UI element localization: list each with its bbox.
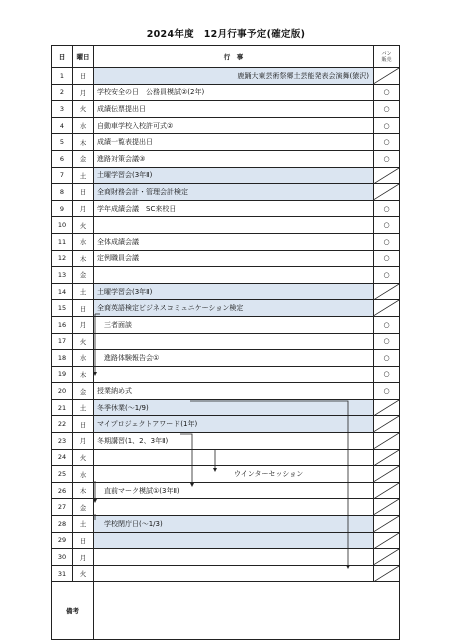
event-cell: 自動車学校入校許可式② — [94, 117, 374, 134]
event-cell: 成績伝票提出日 — [94, 101, 374, 118]
event-cell: 土曜学習会(3年Ⅱ) — [94, 283, 374, 300]
table-row — [52, 167, 400, 184]
day-cell: 29 — [52, 532, 73, 549]
event-cell: 冬季休業(～1/9) — [94, 399, 374, 416]
day-cell: 16 — [52, 316, 73, 333]
check-cell — [374, 416, 400, 433]
check-cell: ○ — [374, 333, 400, 350]
weekday-cell: 水 — [73, 117, 94, 134]
day-cell: 4 — [52, 117, 73, 134]
event-cell: 定例職員会議 — [94, 250, 374, 267]
event-cell: 冬期講習(1、2、3年Ⅱ) — [94, 433, 374, 450]
table-row — [52, 516, 400, 533]
event-cell: 授業納め式 — [94, 383, 374, 400]
event-cell — [94, 449, 374, 466]
weekday-cell: 日 — [73, 532, 94, 549]
table-row — [52, 117, 400, 134]
check-cell: ○ — [374, 200, 400, 217]
header-weekday: 曜日 — [73, 46, 94, 68]
weekday-cell: 月 — [73, 433, 94, 450]
event-cell: 直前マーク模試①(3年Ⅱ) — [94, 482, 374, 499]
header-row — [52, 46, 400, 68]
slash-mark — [374, 184, 399, 200]
day-cell: 19 — [52, 366, 73, 383]
remarks-content — [94, 582, 400, 640]
event-cell: 全体成績会議 — [94, 233, 374, 250]
weekday-cell: 月 — [73, 549, 94, 566]
table-row — [52, 233, 400, 250]
day-cell: 11 — [52, 233, 73, 250]
table-row — [52, 482, 400, 499]
day-cell: 6 — [52, 150, 73, 167]
header-day: 日 — [52, 46, 73, 68]
weekday-cell: 金 — [73, 267, 94, 284]
header-event: 行 事 — [94, 46, 374, 68]
table-row — [52, 68, 400, 85]
day-cell: 21 — [52, 399, 73, 416]
check-cell: ○ — [374, 267, 400, 284]
day-cell: 20 — [52, 383, 73, 400]
table-row — [52, 466, 400, 483]
event-cell: 学年成績会議 SC来校日 — [94, 200, 374, 217]
check-cell: ○ — [374, 134, 400, 151]
table-row — [52, 134, 400, 151]
remarks-label: 備考 — [52, 582, 94, 640]
check-cell — [374, 283, 400, 300]
event-cell: 土曜学習会(3年Ⅱ) — [94, 167, 374, 184]
event-cell — [94, 366, 374, 383]
event-cell: 全商英語検定ビジネスコミュニケーション検定 — [94, 300, 374, 317]
table-row — [52, 283, 400, 300]
table-row — [52, 150, 400, 167]
table-row — [52, 217, 400, 234]
table-row — [52, 383, 400, 400]
table-row — [52, 416, 400, 433]
event-cell — [94, 532, 374, 549]
check-cell: ○ — [374, 117, 400, 134]
event-cell — [94, 267, 374, 284]
table-row — [52, 366, 400, 383]
slash-mark — [374, 566, 399, 582]
table-row — [52, 300, 400, 317]
check-cell — [374, 532, 400, 549]
check-cell: ○ — [374, 101, 400, 118]
table-row — [52, 84, 400, 101]
weekday-cell: 日 — [73, 416, 94, 433]
page-title: 2024年度 12月行事予定(確定版) — [146, 29, 306, 40]
check-cell: ○ — [374, 366, 400, 383]
event-cell: マイプロジェクトアワード(1年) — [94, 416, 374, 433]
schedule-table — [51, 45, 400, 640]
event-cell: 学校安全の日 公務員模試②(2年) — [94, 84, 374, 101]
table-row — [52, 399, 400, 416]
check-cell — [374, 167, 400, 184]
slash-mark — [374, 416, 399, 432]
event-cell — [94, 217, 374, 234]
event-cell — [94, 549, 374, 566]
table-row — [52, 350, 400, 367]
day-cell: 24 — [52, 449, 73, 466]
table-row — [52, 532, 400, 549]
slash-mark — [374, 300, 399, 316]
day-cell: 22 — [52, 416, 73, 433]
event-cell: 進路体験報告会① — [94, 350, 374, 367]
weekday-cell: 月 — [73, 84, 94, 101]
day-cell: 30 — [52, 549, 73, 566]
slash-mark — [374, 499, 399, 515]
weekday-cell: 土 — [73, 283, 94, 300]
day-cell: 18 — [52, 350, 73, 367]
table-row — [52, 433, 400, 450]
slash-mark — [374, 168, 399, 184]
day-cell: 5 — [52, 134, 73, 151]
check-cell — [374, 516, 400, 533]
table-row — [52, 549, 400, 566]
event-cell: 三者面談 — [94, 316, 374, 333]
day-cell: 12 — [52, 250, 73, 267]
day-cell: 31 — [52, 565, 73, 582]
day-cell: 2 — [52, 84, 73, 101]
weekday-cell: 木 — [73, 250, 94, 267]
check-cell: ○ — [374, 84, 400, 101]
check-cell — [374, 565, 400, 582]
check-cell — [374, 433, 400, 450]
weekday-cell: 金 — [73, 499, 94, 516]
weekday-cell: 水 — [73, 233, 94, 250]
day-cell: 8 — [52, 184, 73, 201]
check-cell — [374, 482, 400, 499]
weekday-cell: 水 — [73, 350, 94, 367]
table-row — [52, 101, 400, 118]
check-cell — [374, 449, 400, 466]
check-cell: ○ — [374, 250, 400, 267]
slash-mark — [374, 549, 399, 565]
table-row — [52, 250, 400, 267]
event-cell: 鹿踊大東芸術祭郷土芸能発表会演舞(猿沢) — [94, 68, 374, 85]
weekday-cell: 月 — [73, 316, 94, 333]
check-cell — [374, 499, 400, 516]
slash-mark — [374, 450, 399, 466]
day-cell: 14 — [52, 283, 73, 300]
table-row — [52, 449, 400, 466]
event-cell — [94, 565, 374, 582]
event-cell — [94, 499, 374, 516]
day-cell: 23 — [52, 433, 73, 450]
check-cell — [374, 399, 400, 416]
event-cell: 成績一覧表提出日 — [94, 134, 374, 151]
weekday-cell: 木 — [73, 482, 94, 499]
weekday-cell: 月 — [73, 200, 94, 217]
weekday-cell: 土 — [73, 167, 94, 184]
table-row — [52, 499, 400, 516]
weekday-cell: 木 — [73, 366, 94, 383]
check-cell — [374, 549, 400, 566]
slash-mark — [374, 533, 399, 549]
weekday-cell: 金 — [73, 150, 94, 167]
event-cell: 学校閉庁日(～1/3) — [94, 516, 374, 533]
header-check — [374, 46, 400, 68]
weekday-cell: 火 — [73, 333, 94, 350]
check-cell: ○ — [374, 150, 400, 167]
slash-mark — [374, 483, 399, 499]
check-cell — [374, 466, 400, 483]
check-cell — [374, 184, 400, 201]
weekday-cell: 火 — [73, 449, 94, 466]
weekday-cell: 日 — [73, 184, 94, 201]
check-cell: ○ — [374, 233, 400, 250]
check-cell: ○ — [374, 217, 400, 234]
check-cell — [374, 300, 400, 317]
remarks-row — [52, 582, 400, 640]
table-row — [52, 267, 400, 284]
check-cell: ○ — [374, 350, 400, 367]
table-row — [52, 184, 400, 201]
day-cell: 3 — [52, 101, 73, 118]
slash-mark — [374, 466, 399, 482]
day-cell: 15 — [52, 300, 73, 317]
day-cell: 10 — [52, 217, 73, 234]
day-cell: 25 — [52, 466, 73, 483]
event-cell: 進路対策会議③ — [94, 150, 374, 167]
slash-mark — [374, 68, 399, 84]
event-cell: 全商財務会計・管理会計検定 — [94, 184, 374, 201]
slash-mark — [374, 433, 399, 449]
weekday-cell: 金 — [73, 383, 94, 400]
day-cell: 26 — [52, 482, 73, 499]
table-row — [52, 565, 400, 582]
table-row — [52, 316, 400, 333]
event-cell: ウインターセッション — [94, 466, 374, 483]
day-cell: 13 — [52, 267, 73, 284]
slash-mark — [374, 400, 399, 416]
check-cell — [374, 68, 400, 85]
weekday-cell: 土 — [73, 399, 94, 416]
check-cell: ○ — [374, 316, 400, 333]
header-check-top: バン — [381, 50, 392, 57]
slash-mark — [374, 284, 399, 300]
header-check-bottom: 販売 — [381, 56, 392, 63]
table-row — [52, 333, 400, 350]
weekday-cell: 水 — [73, 466, 94, 483]
check-cell: ○ — [374, 383, 400, 400]
table-row — [52, 200, 400, 217]
event-cell — [94, 333, 374, 350]
weekday-cell: 日 — [73, 300, 94, 317]
weekday-cell: 木 — [73, 134, 94, 151]
day-cell: 28 — [52, 516, 73, 533]
day-cell: 9 — [52, 200, 73, 217]
day-cell: 7 — [52, 167, 73, 184]
weekday-cell: 土 — [73, 516, 94, 533]
weekday-cell: 火 — [73, 217, 94, 234]
day-cell: 27 — [52, 499, 73, 516]
weekday-cell: 火 — [73, 565, 94, 582]
day-cell: 17 — [52, 333, 73, 350]
weekday-cell: 火 — [73, 101, 94, 118]
slash-mark — [374, 516, 399, 532]
day-cell: 1 — [52, 68, 73, 85]
weekday-cell: 日 — [73, 68, 94, 85]
